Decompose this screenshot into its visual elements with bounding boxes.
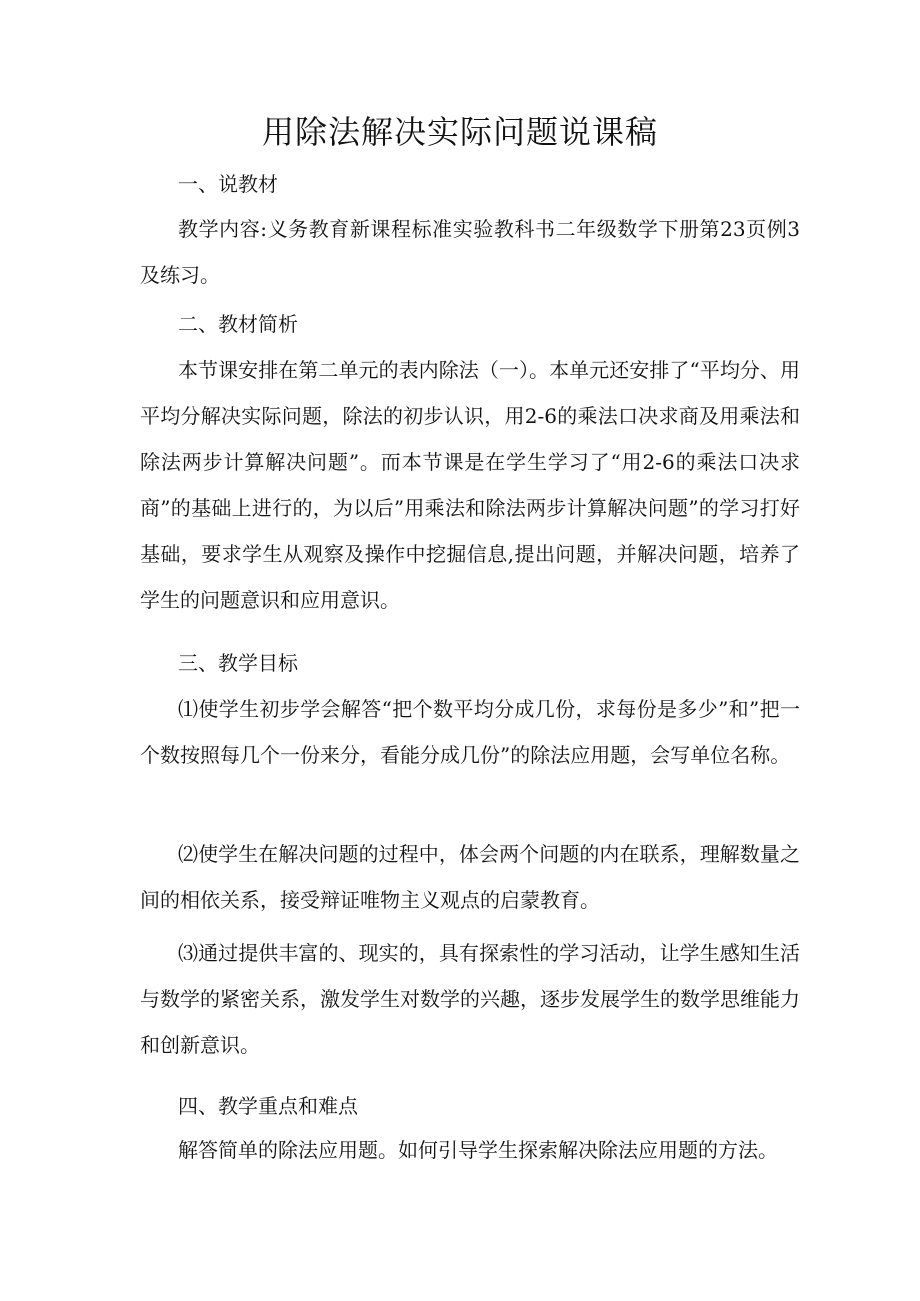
section-heading-textbook-analysis: 二、教材简析 xyxy=(178,312,298,336)
paragraph-goal-3: ⑶通过提供丰富的、现实的，具有探索性的学习活动，让学生感知生活与数学的紧密关系，激发学生对数学的兴趣，逐步发展学生的数学思维能力和创新意识。 xyxy=(140,941,800,1057)
section-heading-textbook: 一、说教材 xyxy=(178,172,278,196)
paragraph-teaching-content: 教学内容:义务教育新课程标准实验教科书二年级数学下册第23页例3及练习。 xyxy=(140,217,800,287)
section-heading-key-points: 四、教学重点和难点 xyxy=(178,1094,358,1118)
paragraph-textbook-analysis: 本节课安排在第二单元的表内除法（一）。本单元还安排了“平均分、用平均分解决实际问题，除法的初步认识，用2-6的乘法口决求商及用乘法和除法两步计算解决问题”。而本节课是在学生学习了“用2-6的乘法口决求商”的基础上进行的，为以后”用乘法和除法两步计算解决问题”的学习打好基础，要求学生从观察及操作中挖掘信息,提出问题，并解决问题，培养了学生的问题意识和应用意识。 xyxy=(140,358,800,612)
paragraph-goal-1: ⑴使学生初步学会解答“把个数平均分成几份，求每份是多少”和”把一个数按照每几个一份来分，看能分成几份”的除法应用题，会写单位名称。 xyxy=(140,697,800,767)
section-heading-teaching-goals: 三、教学目标 xyxy=(178,651,298,675)
paragraph-goal-2: ⑵使学生在解决问题的过程中，体会两个问题的内在联系，理解数量之间的相依关系，接受辩证唯物主义观点的启蒙教育。 xyxy=(140,842,800,912)
document-title: 用除法解决实际问题说课稿 xyxy=(261,113,658,151)
paragraph-key-points: 解答简单的除法应用题。如何引导学生探索解决除法应用题的方法。 xyxy=(178,1138,778,1162)
